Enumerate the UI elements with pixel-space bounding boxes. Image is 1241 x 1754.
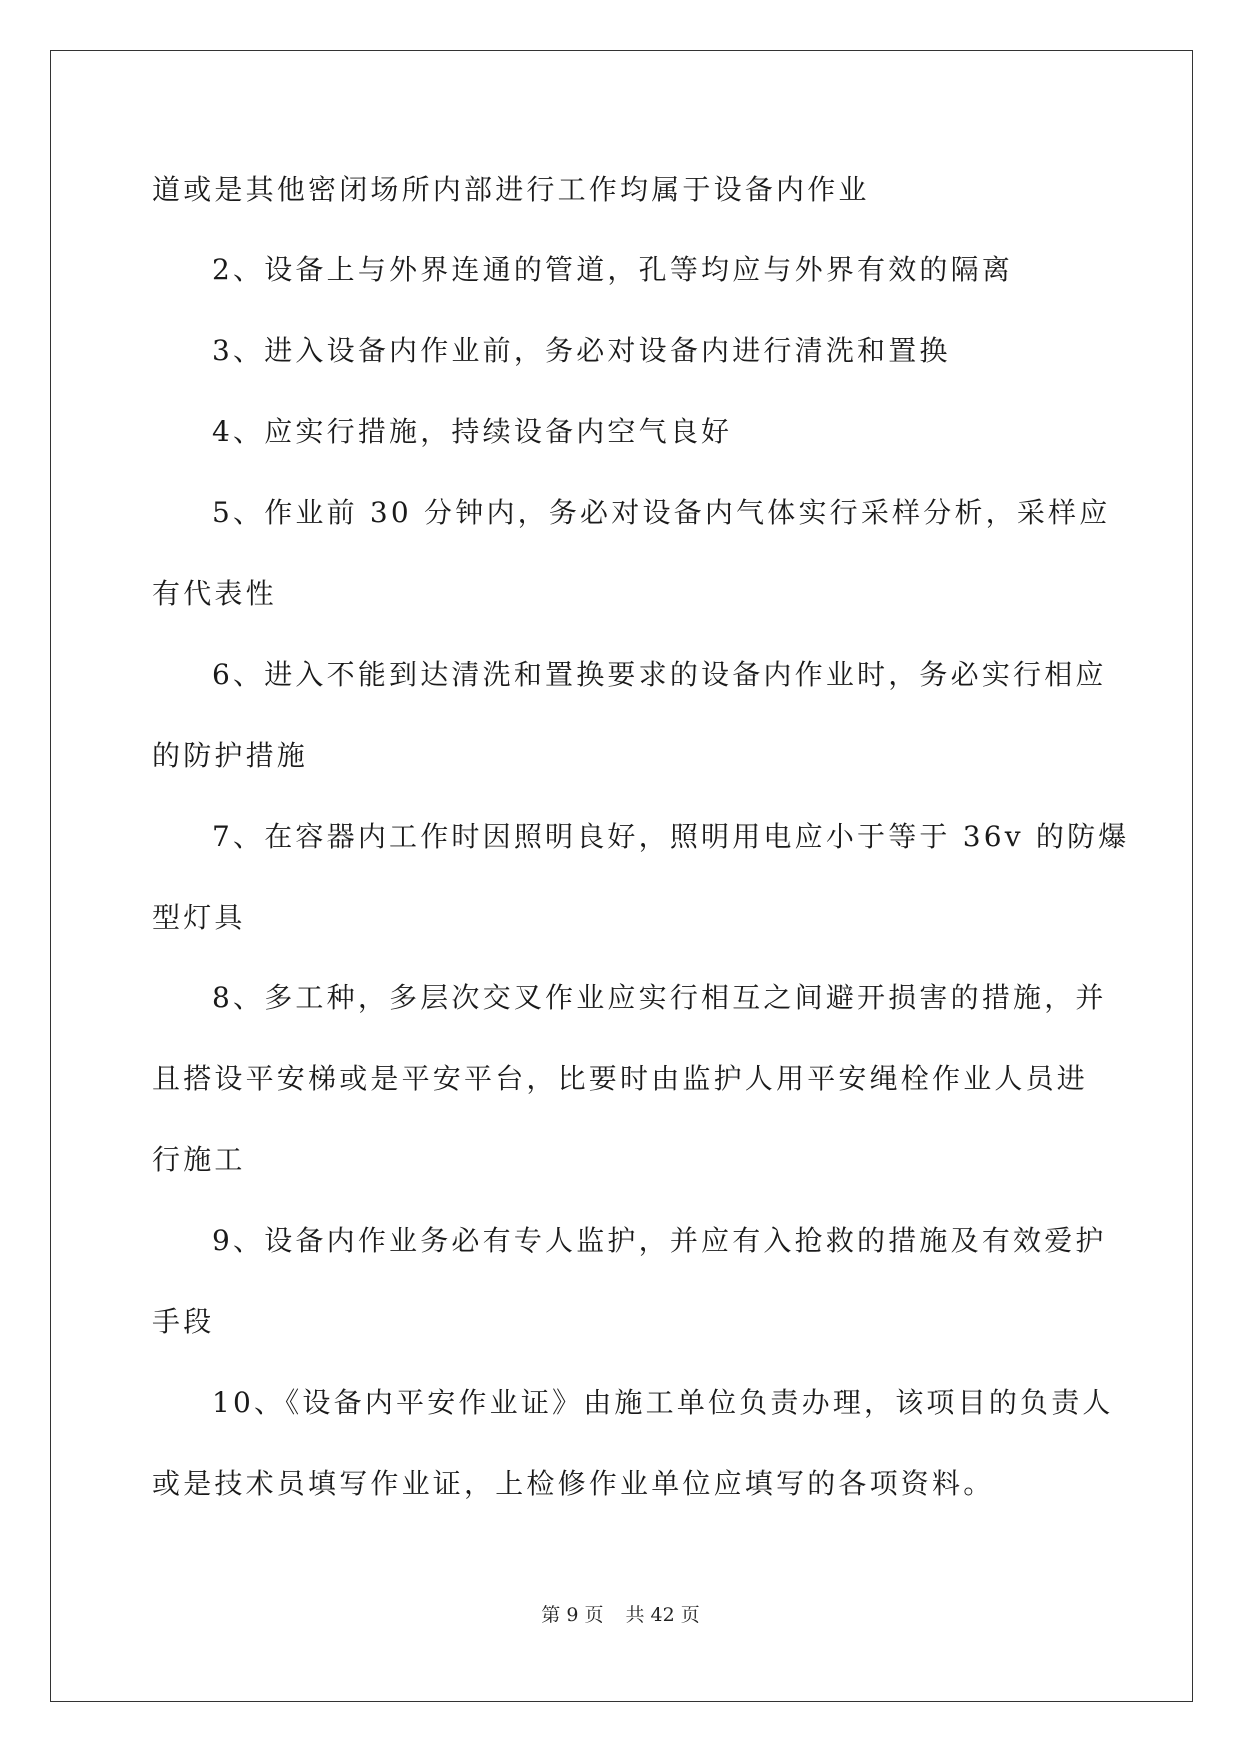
page-number: 第 9 页: [541, 1604, 604, 1626]
page-total: 共 42 页: [625, 1604, 700, 1626]
text-line: 8、多工种，多层次交叉作业应实行相互之间避开损害的措施，并: [212, 981, 1107, 1014]
page-footer: [0, 1600, 1241, 1627]
text-line: 且搭设平安梯或是平安平台，比要时由监护人用平安绳栓作业人员进: [152, 1062, 1089, 1095]
text-line: 的防护措施: [152, 739, 309, 772]
text-line: 7、在容器内工作时因照明良好，照明用电应小于等于 36v 的防爆: [212, 820, 1130, 853]
text-line: 手段: [152, 1305, 215, 1338]
text-line: 道或是其他密闭场所内部进行工作均属于设备内作业: [152, 173, 870, 206]
text-line: 行施工: [152, 1143, 246, 1176]
text-line: 9、设备内作业务必有专人监护，并应有入抢救的措施及有效爱护: [212, 1224, 1107, 1257]
text-line: 型灯具: [152, 901, 246, 934]
text-line: 2、设备上与外界连通的管道，孔等均应与外界有效的隔离: [212, 253, 1014, 286]
text-line: 3、进入设备内作业前，务必对设备内进行清洗和置换: [212, 334, 951, 367]
text-line: 10、《设备内平安作业证》由施工单位负责办理，该项目的负责人: [212, 1386, 1114, 1419]
text-line: 或是技术员填写作业证，上检修作业单位应填写的各项资料。: [152, 1467, 995, 1500]
text-line: 5、作业前 30 分钟内，务必对设备内气体实行采样分析，采样应: [212, 496, 1111, 529]
page-border: [50, 50, 1193, 1702]
text-line: 4、应实行措施，持续设备内空气良好: [212, 415, 733, 448]
text-line: 6、进入不能到达清洗和置换要求的设备内作业时，务必实行相应: [212, 658, 1107, 691]
text-line: 有代表性: [152, 577, 277, 610]
